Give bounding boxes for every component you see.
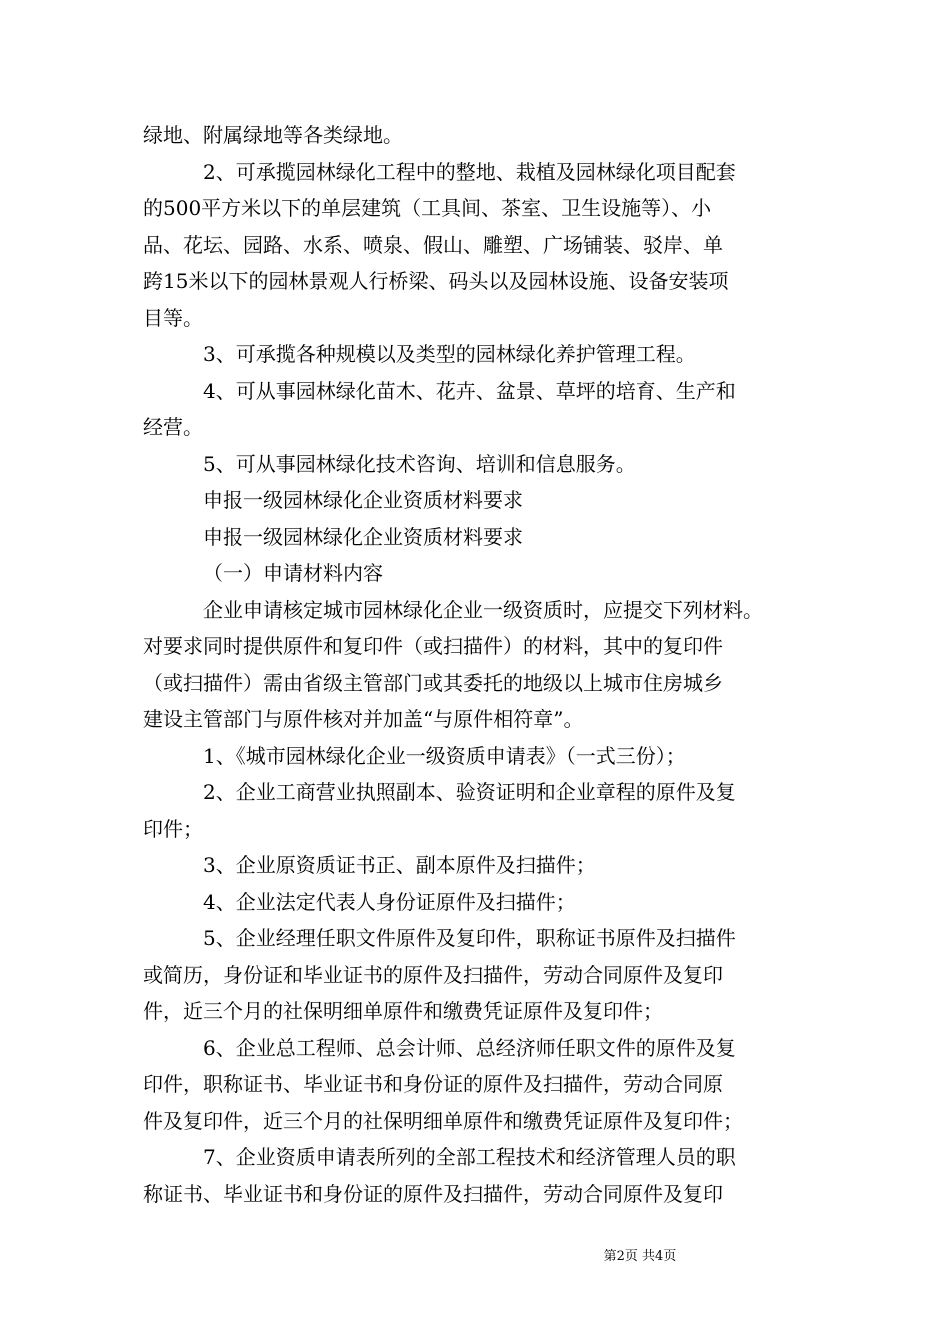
- text-line: 5、可从事园林绿化技术咨询、培训和信息服务。: [203, 451, 636, 476]
- text-line: 4、企业法定代表人身份证原件及扫描件；: [203, 889, 576, 914]
- text-line: 经营。: [143, 415, 203, 439]
- text-line: 6、企业总工程师、总会计师、总经济师任职文件的原件及复: [203, 1035, 736, 1060]
- section-heading: 申报一级园林绿化企业资质材料要求: [203, 524, 523, 549]
- text-line: 或简历，身份证和毕业证书的原件及扫描件，劳动合同原件及复印: [143, 962, 723, 987]
- text-line: 2、可承揽园林绿化工程中的整地、栽植及园林绿化项目配套: [203, 159, 736, 184]
- text-line: 品、花坛、园路、水系、喷泉、假山、雕塑、广场铺装、驳岸、单: [143, 232, 723, 257]
- text-line: 件，近三个月的社保明细单原件和缴费凭证原件及复印件；: [143, 999, 663, 1023]
- text-line: 目等。: [143, 305, 203, 330]
- text-line: 7、企业资质申请表所列的全部工程技术和经济管理人员的职: [203, 1145, 736, 1169]
- text-line: 印件，职称证书、毕业证书和身份证的原件及扫描件，劳动合同原: [143, 1072, 723, 1096]
- subsection-heading: （一）申请材料内容: [203, 561, 383, 585]
- page-number-footer: 第2页 共4页: [603, 1249, 677, 1264]
- text-line: 印件；: [143, 816, 203, 841]
- text-line: 件及复印件，近三个月的社保明细单原件和缴费凭证原件及复印件；: [143, 1108, 743, 1133]
- section-heading: 申报一级园林绿化企业资质材料要求: [203, 488, 523, 512]
- text-line: 绿地、附属绿地等各类绿地。: [143, 123, 403, 147]
- text-line: 1、《城市园林绿化企业一级资质申请表》（一式三份）；: [203, 743, 686, 768]
- text-line: 4、可从事园林绿化苗木、花卉、盆景、草坪的培育、生产和: [203, 378, 736, 403]
- text-line: 企业申请核定城市园林绿化企业一级资质时，应提交下列材料。: [203, 597, 763, 622]
- text-line: 对要求同时提供原件和复印件（或扫描件）的材料，其中的复印件: [143, 634, 723, 658]
- text-line: 3、企业原资质证书正、副本原件及扫描件；: [203, 853, 596, 877]
- document-body: [143, 117, 813, 1212]
- text-line: （或扫描件）需由省级主管部门或其委托的地级以上城市住房城乡: [143, 670, 723, 695]
- text-line: 5、企业经理任职文件原件及复印件，职称证书原件及扫描件: [203, 926, 736, 950]
- text-line: 3、可承揽各种规模以及类型的园林绿化养护管理工程。: [203, 342, 696, 366]
- text-line: 跨15米以下的园林景观人行桥梁、码头以及园林设施、设备安装项: [143, 269, 729, 293]
- text-line: 2、企业工商营业执照副本、验资证明和企业章程的原件及复: [203, 780, 736, 804]
- text-line: 称证书、毕业证书和身份证的原件及扫描件，劳动合同原件及复印: [143, 1181, 723, 1206]
- text-line: 的500平方米以下的单层建筑（工具间、茶室、卫生设施等）、小: [143, 196, 712, 220]
- text-line: 建设主管部门与原件核对并加盖“与原件相符章”。: [143, 707, 584, 731]
